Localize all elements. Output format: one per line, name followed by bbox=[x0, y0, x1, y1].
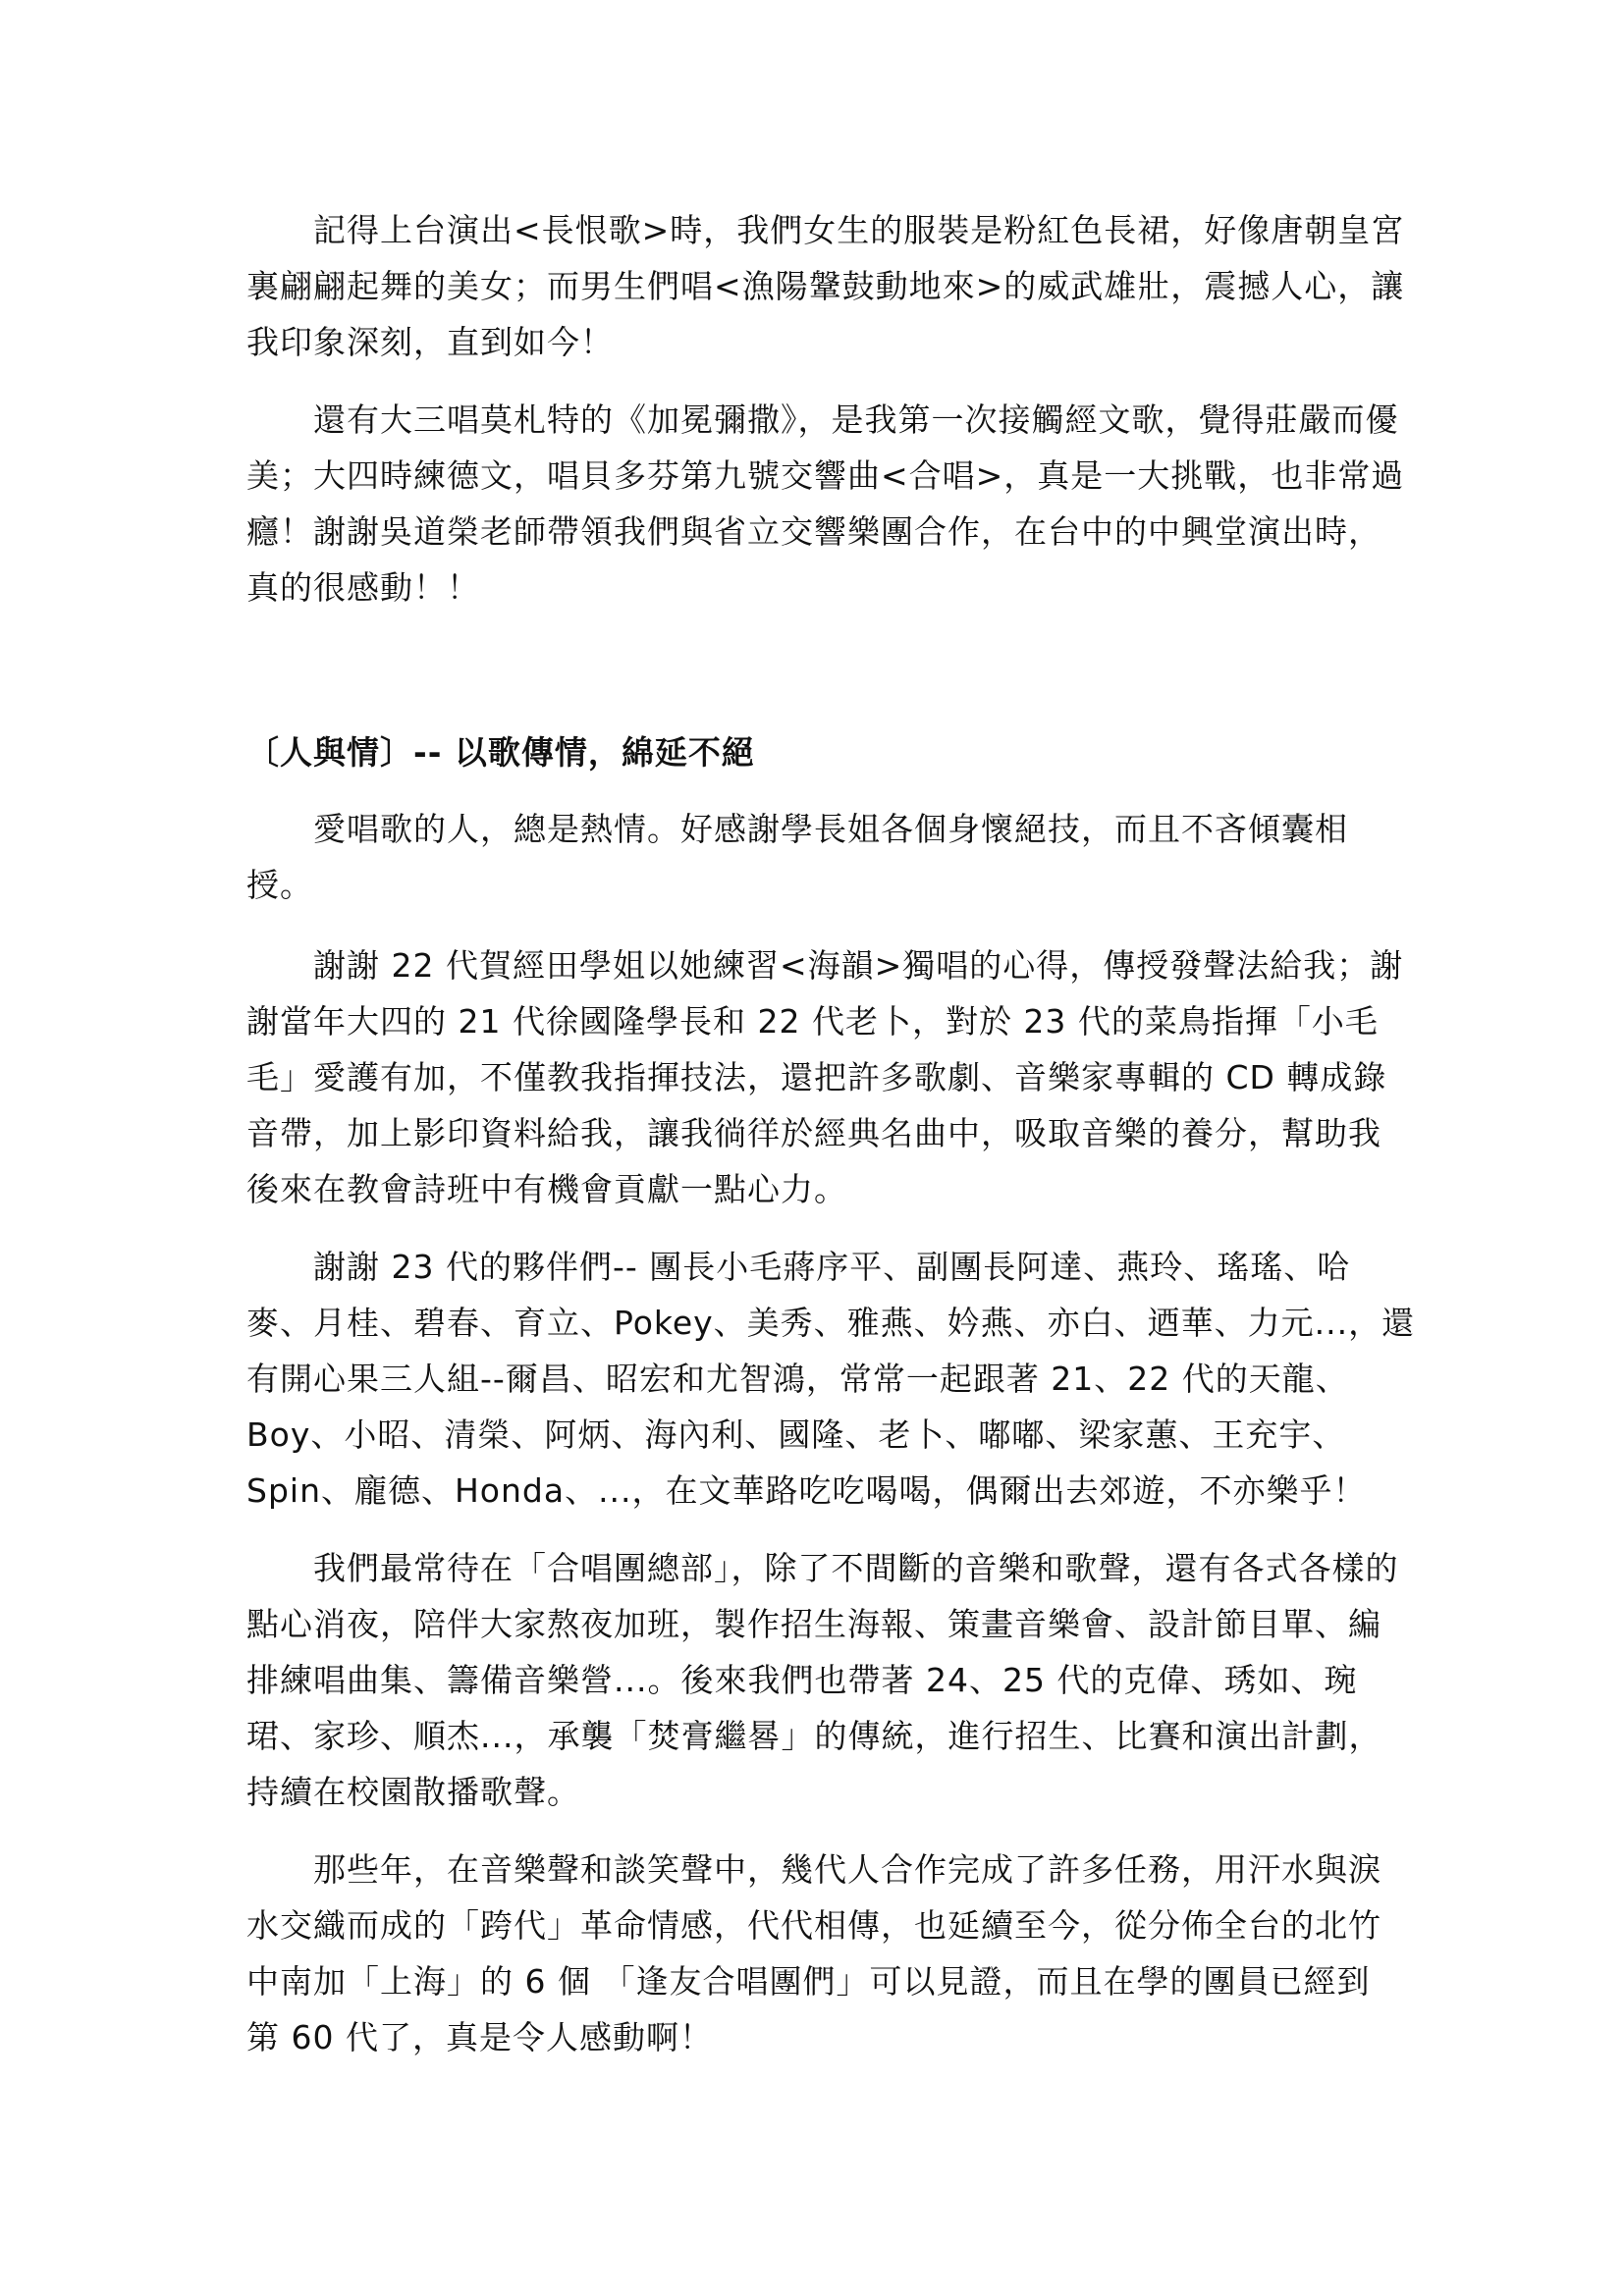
text-line: 持續在校園散播歌聲。 bbox=[246, 1773, 580, 1811]
text-line: 癮！謝謝吳道榮老師帶領我們與省立交響樂團合作，在台中的中興堂演出時， bbox=[246, 512, 1381, 551]
text-line: 第 60 代了，真是令人感動啊！ bbox=[246, 2018, 713, 2056]
text-line: 我印象深刻，直到如今！ bbox=[246, 323, 614, 361]
text-line: 點心消夜，陪伴大家熬夜加班，製作招生海報、策畫音樂會、設計節目單、編 bbox=[246, 1605, 1381, 1643]
text-line: 後來在教會詩班中有機會貢獻一點心力。 bbox=[246, 1170, 847, 1208]
text-line: Spin、龐德、Honda、...，在文華路吃吃喝喝，偶爾出去郊遊，不亦樂乎！ bbox=[246, 1471, 1367, 1510]
text-line: 美；大四時練德文，唱貝多芬第九號交響曲<合唱>，真是一大挑戰，也非常過 bbox=[246, 456, 1405, 495]
text-line: 謝當年大四的 21 代徐國隆學長和 22 代老卜，對於 23 代的菜鳥指揮「小毛 bbox=[246, 1002, 1379, 1041]
paragraph-thanks-seniors bbox=[246, 937, 1404, 1217]
paragraph-thanks-partners bbox=[246, 1239, 1416, 1519]
paragraph-passion bbox=[246, 801, 1385, 913]
text-line: 有開心果三人組--爾昌、昭宏和尤智鴻，常常一起跟著 21、22 代的天龍、 bbox=[246, 1360, 1349, 1398]
section-heading: 〔人與情〕-- 以歌傳情，綿延不絕 bbox=[246, 733, 755, 772]
paragraph-generations bbox=[246, 1842, 1385, 2065]
text-line: Boy、小昭、清榮、阿炳、海內利、國隆、老卜、嘟嘟、梁家蕙、王充宇、 bbox=[246, 1415, 1346, 1454]
paragraph-choir-headquarters bbox=[246, 1540, 1399, 1820]
text-line: 毛」愛護有加，不僅教我指揮技法，還把許多歌劇、音樂家專輯的 CD 轉成錄 bbox=[246, 1058, 1387, 1096]
text-line: 愛唱歌的人，總是熱情。好感謝學長姐各個身懷絕技，而且不吝傾囊相 bbox=[246, 810, 1348, 848]
text-line: 授。 bbox=[246, 866, 313, 904]
paragraph-mozart-beethoven bbox=[246, 392, 1405, 615]
text-line: 排練唱曲集、籌備音樂營...。後來我們也帶著 24、25 代的克偉、琇如、琬 bbox=[246, 1661, 1358, 1699]
text-line: 音帶，加上影印資料給我，讓我徜徉於經典名曲中，吸取音樂的養分，幫助我 bbox=[246, 1114, 1381, 1152]
text-line: 水交織而成的「跨代」革命情感，代代相傳，也延續至今，從分佈全台的北竹 bbox=[246, 1906, 1381, 1945]
text-line: 謝謝 23 代的夥伴們-- 團長小毛蔣序平、副團長阿達、燕玲、瑤瑤、哈 bbox=[246, 1248, 1351, 1286]
text-line: 麥、月桂、碧春、育立、Pokey、美秀、雅燕、妗燕、亦白、迺華、力元...，還 bbox=[246, 1304, 1416, 1342]
text-line: 還有大三唱莫札特的《加冕彌撒》，是我第一次接觸經文歌，覺得莊嚴而優 bbox=[246, 400, 1399, 439]
text-line: 我們最常待在「合唱團總部」，除了不間斷的音樂和歌聲，還有各式各樣的 bbox=[246, 1549, 1399, 1587]
paragraph-changhen-performance bbox=[246, 202, 1405, 370]
text-line: 謝謝 22 代賀經田學姐以她練習<海韻>獨唱的心得，傳授發聲法給我；謝 bbox=[246, 946, 1404, 985]
text-line: 那些年，在音樂聲和談笑聲中，幾代人合作完成了許多任務，用汗水與淚 bbox=[246, 1850, 1381, 1889]
text-line: 中南加「上海」的 6 個 「逢友合唱團們」可以見證，而且在學的團員已經到 bbox=[246, 1962, 1371, 2001]
text-line: 珺、家珍、順杰...，承襲「焚膏繼晷」的傳統，進行招生、比賽和演出計劃， bbox=[246, 1717, 1382, 1755]
text-line: 記得上台演出<長恨歌>時，我們女生的服裝是粉紅色長裙，好像唐朝皇宮 bbox=[246, 211, 1405, 249]
text-line: 真的很感動！！ bbox=[246, 568, 480, 607]
text-line: 裏翩翩起舞的美女；而男生們唱<漁陽鞶鼓動地來>的威武雄壯，震撼人心，讓 bbox=[246, 267, 1405, 305]
